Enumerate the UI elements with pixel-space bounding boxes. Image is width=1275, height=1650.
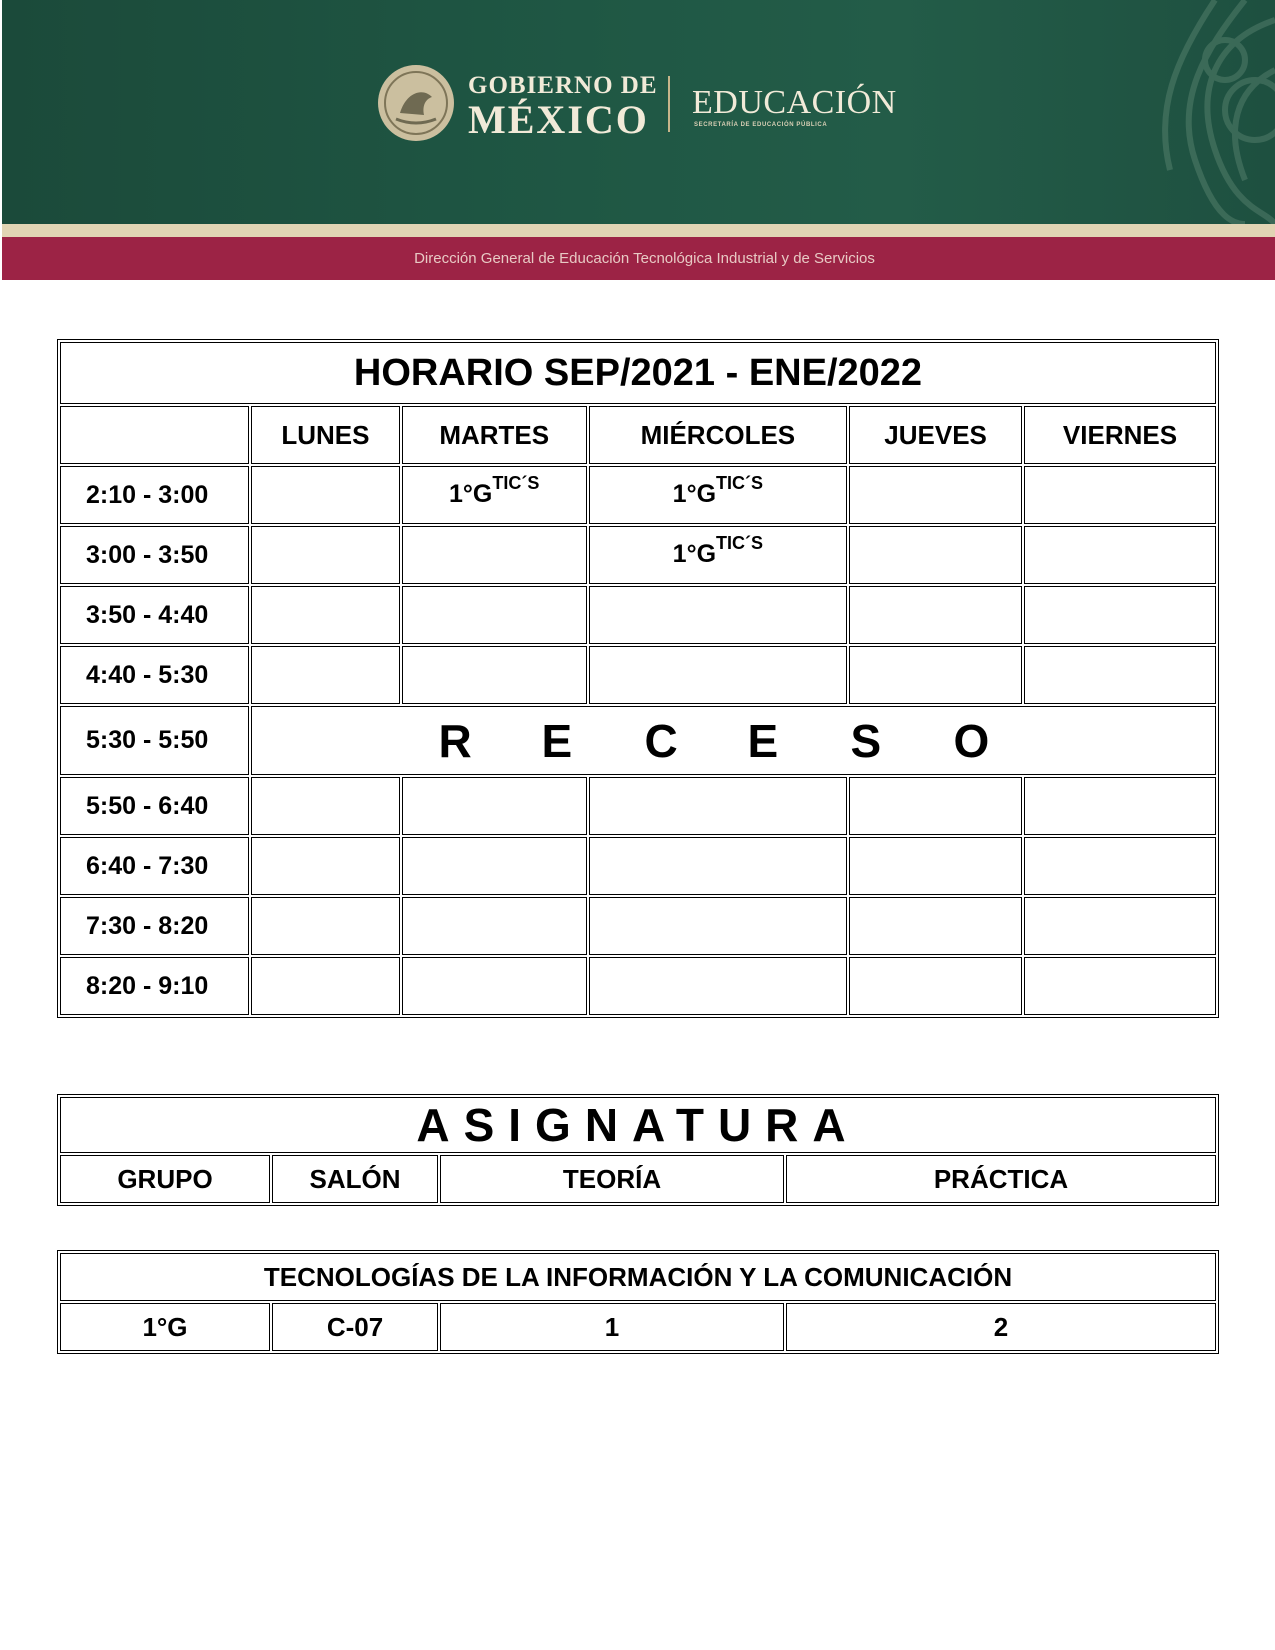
recess-cell (251, 706, 1216, 775)
class-cell (402, 897, 587, 955)
table-row (60, 526, 1216, 584)
class-cell (849, 957, 1022, 1015)
decorative-pattern (975, 0, 1275, 224)
class-cell (1024, 957, 1216, 1015)
group-label: 1°G (672, 540, 717, 569)
class-cell (402, 837, 587, 895)
class-cell (849, 777, 1022, 835)
education-subtitle: SECRETARÍA DE EDUCACIÓN PÚBLICA (694, 122, 828, 128)
recess-letter: E (747, 714, 779, 767)
logo-divider (668, 76, 670, 132)
teoria-value: 1 (440, 1303, 784, 1351)
practica-header: PRÁCTICA (786, 1155, 1216, 1203)
class-cell (589, 837, 848, 895)
class-cell (849, 586, 1022, 644)
group-label: 1°G (672, 480, 717, 509)
gold-band (2, 224, 1275, 237)
class-cell (589, 777, 848, 835)
time-slot: 3:00 - 3:50 (60, 526, 249, 584)
grupo-value: 1°G (60, 1303, 270, 1351)
table-row (60, 837, 1216, 895)
day-header: JUEVES (849, 406, 1022, 464)
class-cell (402, 957, 587, 1015)
table-row (60, 586, 1216, 644)
class-cell (402, 646, 587, 704)
class-cell (402, 526, 587, 584)
recess-letter: C (644, 714, 678, 767)
time-slot: 8:20 - 9:10 (60, 957, 249, 1015)
day-header: MIÉRCOLES (589, 406, 848, 464)
class-cell (251, 466, 400, 524)
corner-cell (60, 406, 249, 464)
class-cell (1024, 646, 1216, 704)
time-slot: 7:30 - 8:20 (60, 897, 249, 955)
time-slot: 5:50 - 6:40 (60, 777, 249, 835)
grupo-header: GRUPO (60, 1155, 270, 1203)
salon-header: SALÓN (272, 1155, 438, 1203)
class-cell (251, 957, 400, 1015)
class-cell (1024, 466, 1216, 524)
class-cell (1024, 777, 1216, 835)
class-cell (251, 586, 400, 644)
class-cell (589, 586, 848, 644)
recess-letter: R (438, 714, 472, 767)
table-row (60, 957, 1216, 1015)
table-row (60, 646, 1216, 704)
class-cell (1024, 586, 1216, 644)
class-cell (251, 646, 400, 704)
class-cell (849, 466, 1022, 524)
recess-row (60, 706, 1216, 775)
gov-line2: MÉXICO (468, 97, 649, 142)
time-slot: 2:10 - 3:00 (60, 466, 249, 524)
salon-value: C-07 (272, 1303, 438, 1351)
subject-abbrev: TIC´S (716, 532, 764, 553)
teoria-header: TEORÍA (440, 1155, 784, 1203)
class-cell (849, 526, 1022, 584)
class-cell (1024, 526, 1216, 584)
class-cell (1024, 837, 1216, 895)
recess-letter: S (850, 714, 882, 767)
subject-abbrev: TIC´S (716, 472, 764, 493)
schedule-table (57, 339, 1219, 1018)
time-slot: 4:40 - 5:30 (60, 646, 249, 704)
mexico-coat-of-arms-icon (376, 63, 456, 143)
time-slot: 6:40 - 7:30 (60, 837, 249, 895)
class-cell (251, 897, 400, 955)
day-header: VIERNES (1024, 406, 1216, 464)
schedule-title: HORARIO SEP/2021 - ENE/2022 (60, 342, 1216, 404)
class-cell (251, 837, 400, 895)
class-cell (251, 526, 400, 584)
class-cell (402, 777, 587, 835)
class-cell (849, 897, 1022, 955)
class-cell (849, 646, 1022, 704)
day-header: MARTES (402, 406, 587, 464)
class-cell (589, 897, 848, 955)
asignatura-table (57, 1094, 1219, 1206)
class-cell (1024, 897, 1216, 955)
time-slot: 5:30 - 5:50 (60, 706, 249, 775)
day-header: LUNES (251, 406, 400, 464)
recess-letter: O (953, 714, 990, 767)
agency-name: Dirección General de Educación Tecnológica Industrial y de Servicios (414, 250, 875, 267)
class-cell (402, 586, 587, 644)
subject-abbrev: TIC´S (492, 472, 540, 493)
education-title: EDUCACIÓN (692, 84, 897, 121)
class-cell (589, 957, 848, 1015)
subject-name: TECNOLOGÍAS DE LA INFORMACIÓN Y LA COMUNICACIÓN (60, 1253, 1216, 1301)
table-row (60, 897, 1216, 955)
table-row (60, 777, 1216, 835)
class-cell (589, 526, 848, 584)
subject-table (57, 1250, 1219, 1354)
class-cell (589, 466, 848, 524)
header-banner (2, 0, 1275, 224)
class-cell (589, 646, 848, 704)
class-cell (251, 777, 400, 835)
practica-value: 2 (786, 1303, 1216, 1351)
asignatura-title: ASIGNATURA (60, 1097, 1216, 1153)
class-cell (849, 837, 1022, 895)
table-row (60, 466, 1216, 524)
class-cell (402, 466, 587, 524)
time-slot: 3:50 - 4:40 (60, 586, 249, 644)
recess-letter: E (541, 714, 573, 767)
group-label: 1°G (449, 480, 493, 509)
agency-band (2, 237, 1275, 280)
gov-line1: GOBIERNO DE (468, 72, 658, 99)
